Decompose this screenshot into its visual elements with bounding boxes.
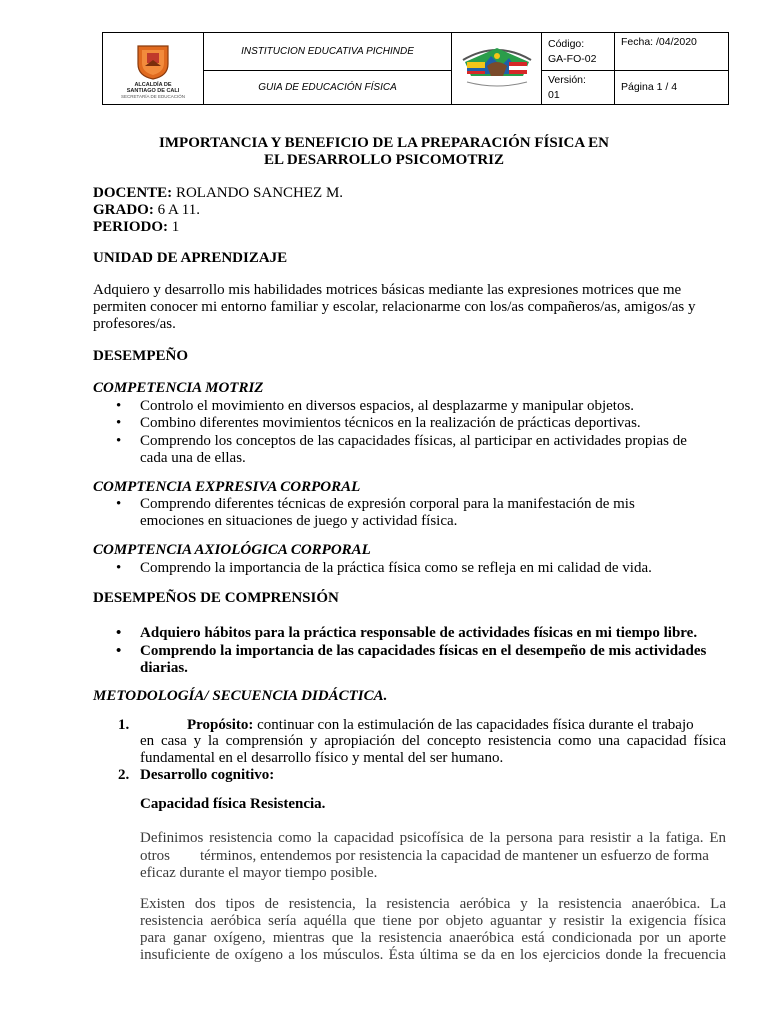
code-cell	[542, 33, 615, 71]
desarrollo-cognitivo-label: Desarrollo cognitivo:	[140, 767, 275, 783]
para2-line-3: para ganar oxígeno, mientras que la resistencia anaeróbica está condicionada por un aporte	[140, 930, 726, 946]
motriz-item-3: Comprendo los conceptos de las capacidades físicas, al participar en actividades propias de	[140, 433, 687, 449]
code-label: Código:	[548, 37, 585, 50]
bullet-icon: •	[116, 643, 122, 659]
para2-line-2: resistencia aeróbica sería aquélla que tiene por objeto aguantar y resistir la exigencia física	[140, 913, 726, 929]
bullet-icon: •	[116, 433, 122, 449]
school-emblem-icon	[457, 36, 537, 96]
docente-value: ROLANDO SANCHEZ M.	[172, 185, 344, 201]
item-number-2: 2.	[118, 767, 130, 783]
comprension-item-2: Comprendo la importancia de las capacidades físicas en el desempeño de mis actividades	[140, 643, 707, 659]
grado-line	[93, 202, 200, 219]
institution-name: INSTITUCION EDUCATIVA PICHINDE	[204, 33, 452, 71]
grado-value: 6 A 11.	[153, 202, 200, 218]
motriz-item-2: Combino diferentes movimientos técnicos en la realización de prácticas deportivas.	[140, 415, 641, 431]
code-value: GA-FO-02	[548, 52, 597, 65]
logo-text-line2: SANTIAGO DE CALI	[126, 87, 180, 94]
unidad-line-3: profesores/as.	[93, 316, 176, 332]
bullet-icon: •	[116, 415, 122, 431]
unidad-line-1: Adquiero y desarrollo mis habilidades motrices básicas mediante las expresiones motrices que me	[93, 282, 682, 298]
proposito-text: continuar con la estimulación de las capacidades física durante el trabajo	[253, 717, 694, 733]
logo-text-line1: ALCALDÍA DE	[134, 81, 172, 88]
comprension-heading: DESEMPEÑOS DE COMPRENSIÓN	[93, 590, 339, 606]
guide-title: GUIA DE EDUCACIÓN FÍSICA	[204, 71, 452, 105]
bullet-icon: •	[116, 496, 122, 512]
item-number-1: 1.	[118, 717, 130, 733]
desempeno-heading: DESEMPEÑO	[93, 348, 189, 364]
document-header-table	[102, 32, 729, 105]
docente-line	[93, 185, 343, 202]
proposito-line-3: fundamental en el desarrollo físico y mental del ser humano.	[140, 750, 504, 766]
expresiva-item-1-cont: emociones en situaciones de juego y actividad física.	[140, 513, 458, 529]
para2-line-4: insuficiente de oxígeno a los músculos. Ésta última se da en los ejercicios donde la frecuencia	[140, 947, 726, 963]
version-cell	[542, 71, 615, 105]
grado-label: GRADO:	[93, 202, 154, 218]
school-emblem	[452, 33, 542, 105]
para2-line-1: Existen dos tipos de resistencia, la resistencia aeróbica y la resistencia anaeróbica. La	[140, 896, 726, 912]
para1-line-1: Definimos resistencia como la capacidad psicofísica de la persona para resistir a la fatiga. En	[140, 830, 726, 846]
metodologia-heading: METODOLOGÍA/ SECUENCIA DIDÁCTICA.	[93, 688, 388, 704]
axiologica-item-1: Comprendo la importancia de la práctica física como se refleja en mi calidad de vida.	[140, 560, 652, 576]
motriz-item-3-cont: cada una de ellas.	[140, 450, 246, 466]
comprension-item-1: Adquiero hábitos para la práctica responsable de actividades físicas en mi tiempo libre.	[140, 625, 698, 641]
version-value: 01	[548, 88, 560, 101]
bullet-icon: •	[116, 625, 122, 641]
unidad-heading: UNIDAD DE APRENDIZAJE	[93, 250, 288, 266]
periodo-label: PERIODO:	[93, 219, 168, 235]
title-line-1: IMPORTANCIA Y BENEFICIO DE LA PREPARACIÓN FÍSICA EN	[159, 135, 609, 151]
motriz-item-1: Controlo el movimiento en diversos espacios, al desplazarme y manipular objetos.	[140, 398, 635, 414]
para1-line-2: otros términos, entendemos por resistencia la capacidad de mantener un esfuerzo de forma	[140, 848, 709, 864]
cali-shield-icon	[136, 44, 170, 80]
version-label: Versión:	[548, 73, 586, 86]
expresiva-item-1: Comprendo diferentes técnicas de expresión corporal para la manifestación de mis	[140, 496, 635, 512]
competencia-expresiva-heading: COMPTENCIA EXPRESIVA CORPORAL	[93, 479, 361, 495]
para1-line-3: eficaz durante el mayor tiempo posible.	[140, 865, 378, 881]
competencia-axiologica-heading: COMPTENCIA AXIOLÓGICA CORPORAL	[93, 542, 371, 558]
comprension-item-2-cont: diarias.	[140, 660, 188, 676]
periodo-value: 1	[168, 219, 180, 235]
unidad-line-2: permiten conocer mi entorno familiar y escolar, relacionarme con los/as compañeros/as, amigos/as y	[93, 299, 696, 315]
periodo-line	[93, 219, 179, 236]
resistencia-heading: Capacidad física Resistencia.	[140, 796, 326, 812]
bullet-icon: •	[116, 398, 122, 414]
bullet-icon: •	[116, 560, 122, 576]
proposito-line-2: en casa y la comprensión y apropiación del concepto resistencia como una capacidad física	[140, 733, 726, 749]
logo-text-line3: SECRETARÍA DE EDUCACIÓN	[121, 93, 185, 99]
page-number: Página 1 / 4	[615, 71, 729, 105]
proposito-line-1	[187, 717, 694, 734]
proposito-label: Propósito:	[187, 717, 254, 733]
alcaldia-logo	[103, 33, 204, 105]
competencia-motriz-heading: COMPETENCIA MOTRIZ	[93, 380, 264, 396]
title-line-2: EL DESARROLLO PSICOMOTRIZ	[263, 152, 505, 168]
docente-label: DOCENTE:	[93, 185, 173, 201]
date-cell: Fecha: /04/2020	[615, 33, 729, 71]
